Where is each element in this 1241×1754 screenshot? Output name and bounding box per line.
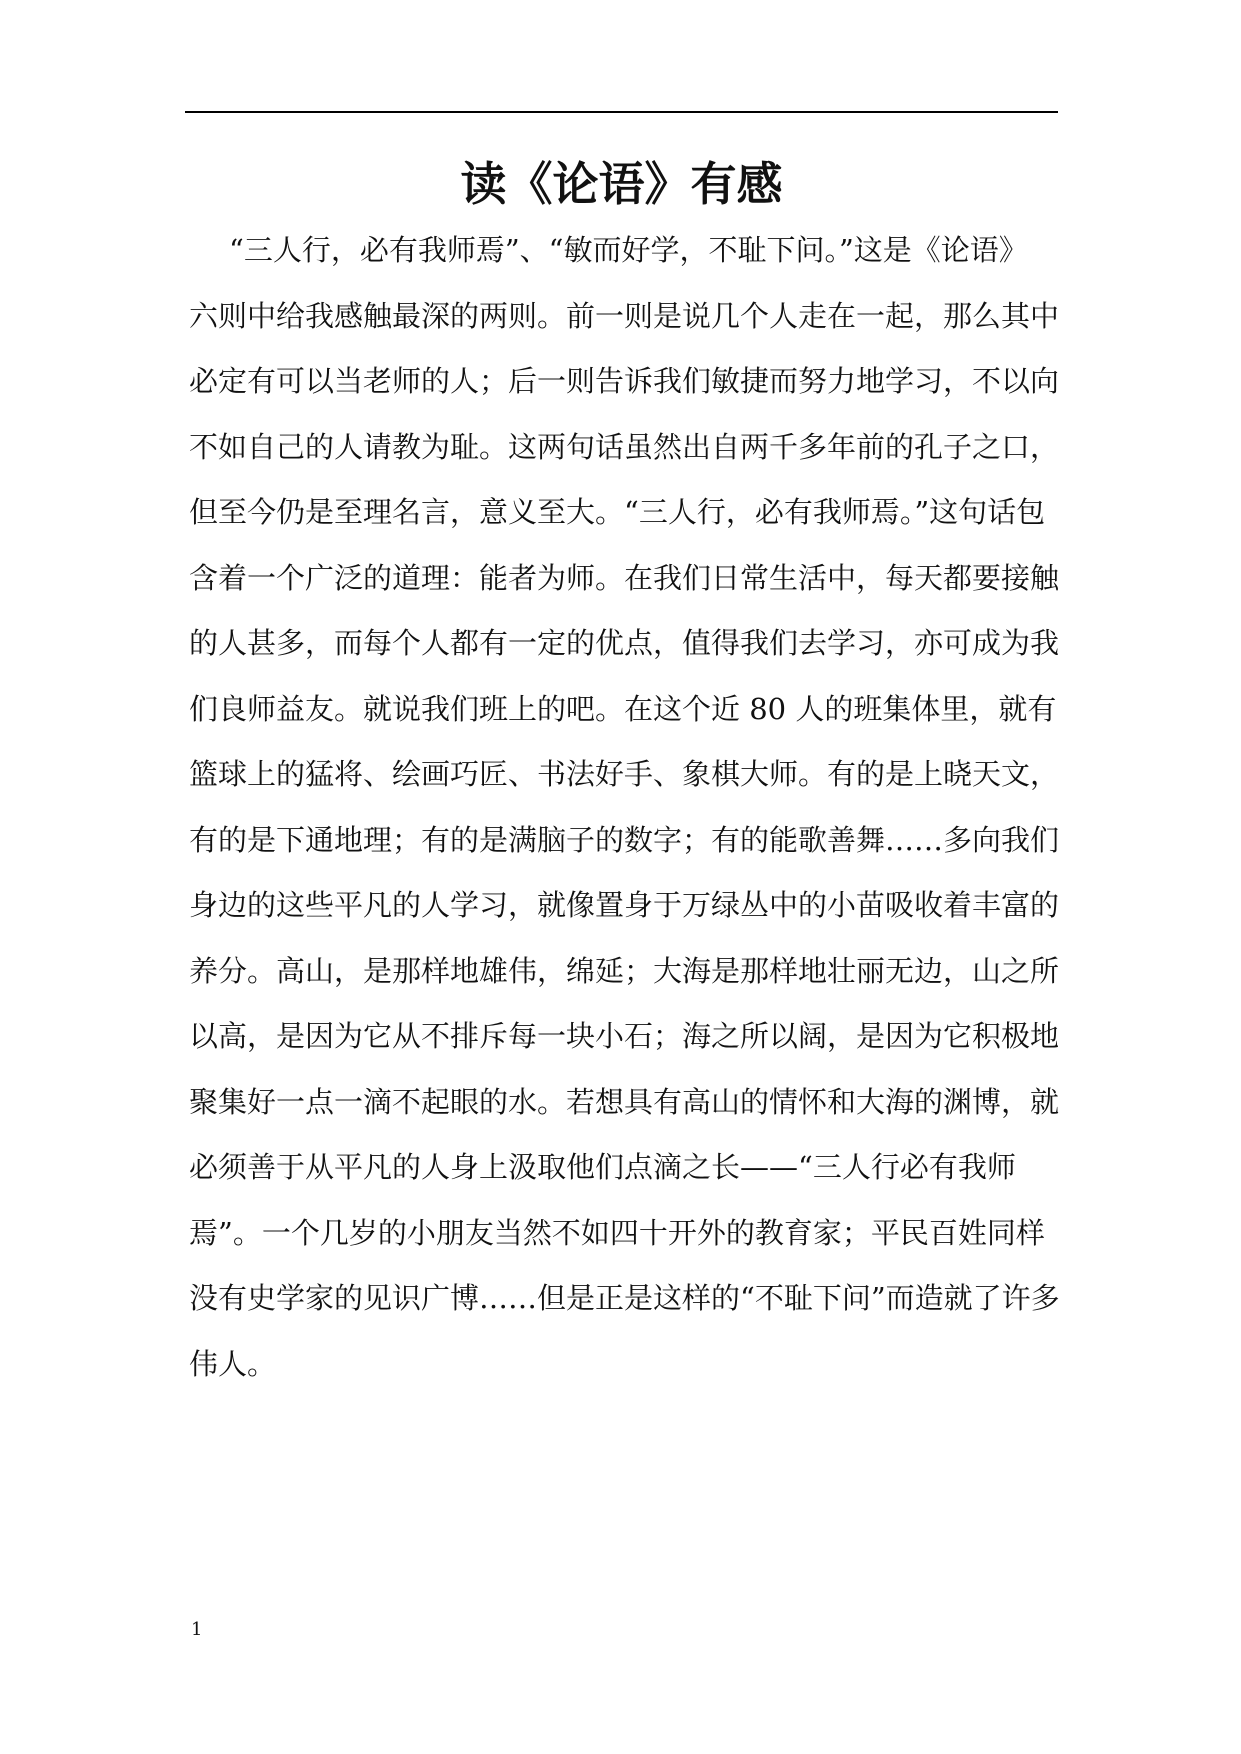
body-line: 没有史学家的见识广博……但是正是这样的“不耻下问”而造就了许多 (189, 1281, 1060, 1315)
body-line: 聚集好一点一滴不起眼的水。若想具有高山的情怀和大海的渊博，就 (189, 1084, 1060, 1119)
body-line: 含着一个广泛的道理：能者为师。在我们日常生活中，每天都要接触 (189, 560, 1060, 595)
body-line: 伟人。 (189, 1346, 277, 1381)
body-line: 有的是下通地理；有的是满脑子的数字；有的能歌善舞……多向我们 (189, 822, 1060, 857)
body-line: 必须善于从平凡的人身上汲取他们点滴之长——“三人行必有我师 (189, 1150, 1016, 1184)
header-rule (185, 111, 1058, 113)
body-text (189, 218, 1059, 1397)
body-line: 不如自己的人请教为耻。这两句话虽然出自两千多年前的孔子之口， (189, 429, 1060, 464)
page-number: 1 (191, 1619, 203, 1640)
body-line: “三人行，必有我师焉”、“敏而好学，不耻下问。”这是《论语》 (229, 233, 1028, 267)
body-line: 身边的这些平凡的人学习，就像置身于万绿丛中的小苗吸收着丰富的 (189, 888, 1060, 922)
body-line: 们良师益友。就说我们班上的吧。在这个近 80 人的班集体里，就有 (189, 691, 1057, 726)
body-line: 必定有可以当老师的人；后一则告诉我们敏捷而努力地学习，不以向 (189, 364, 1060, 398)
body-line: 但至今仍是至理名言，意义至大。“三人行，必有我师焉。”这句话包 (189, 495, 1046, 529)
body-line: 篮球上的猛将、绘画巧匠、书法好手、象棋大师。有的是上晓天文， (189, 757, 1060, 791)
body-line: 的人甚多，而每个人都有一定的优点，值得我们去学习，亦可成为我 (189, 626, 1060, 660)
body-line: 六则中给我感触最深的两则。前一则是说几个人走在一起，那么其中 (189, 298, 1060, 333)
body-line: 焉”。一个几岁的小朋友当然不如四十开外的教育家；平民百姓同样 (189, 1215, 1045, 1250)
body-line: 养分。高山，是那样地雄伟，绵延；大海是那样地壮丽无边，山之所 (189, 953, 1060, 988)
body-line: 以高，是因为它从不排斥每一块小石；海之所以阔，是因为它积极地 (189, 1019, 1060, 1053)
document-title: 读《论语》有感 (460, 157, 783, 211)
